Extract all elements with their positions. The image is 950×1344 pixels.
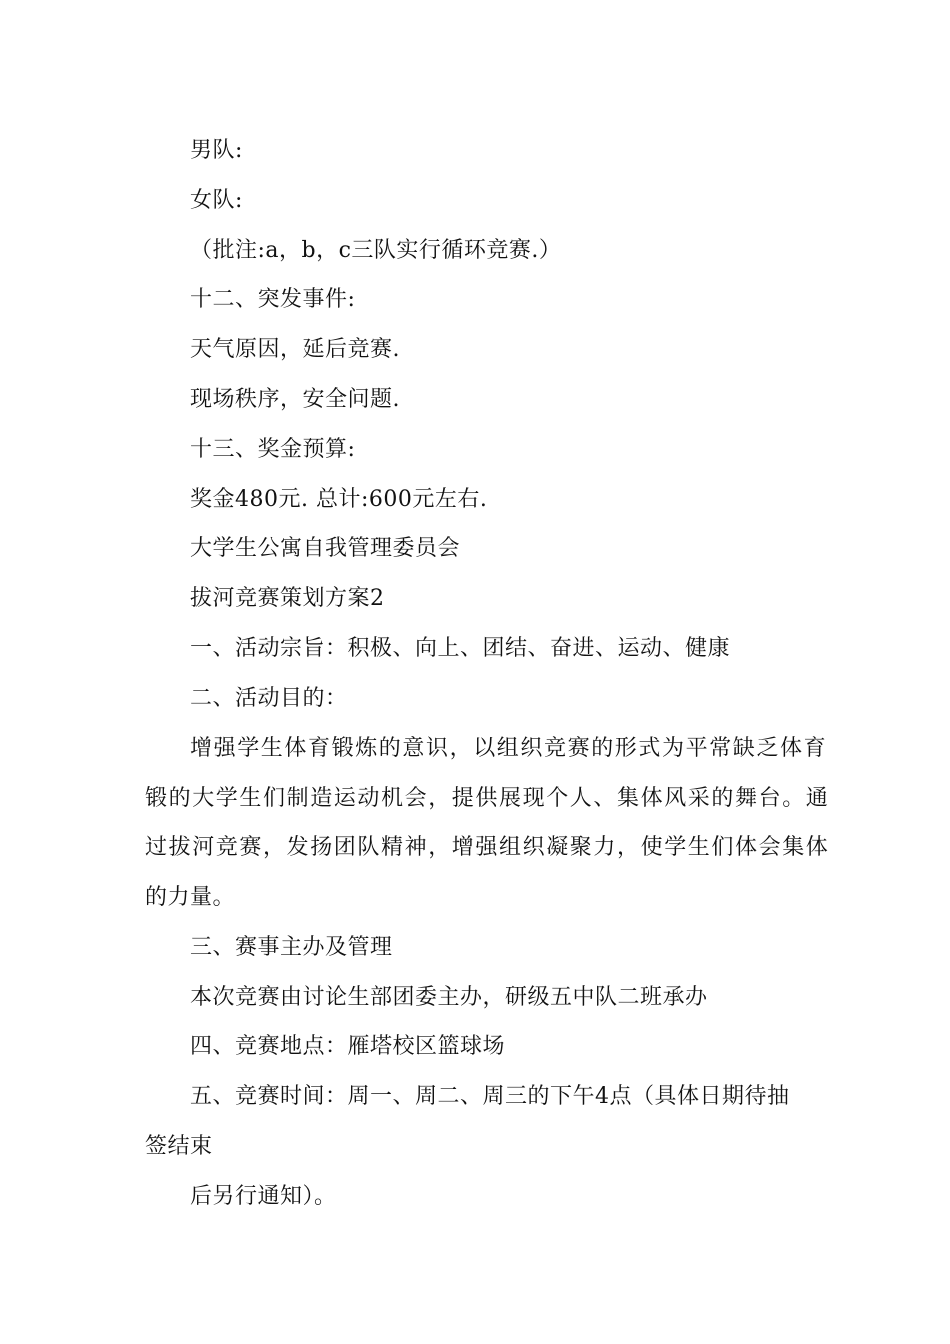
section-heading-venue: 四、竞赛地点：雁塔校区篮球场 [190, 1034, 506, 1059]
text-line: 现场秩序，安全问题. [190, 387, 400, 412]
section-heading-time: 五、竞赛时间：周一、周二、周三的下午4点（具体日期待抽 [190, 1084, 790, 1109]
organizer-line: 大学生公寓自我管理委员会 [190, 536, 461, 561]
time-continuation-line: 签结束 [145, 1134, 213, 1159]
paragraph-line: 锻的大学生们制造运动机会，提供展现个人、集体风采的舞台。通 [145, 786, 830, 811]
section-heading-purpose: 一、活动宗旨：积极、向上、团结、奋进、运动、健康 [190, 636, 731, 661]
men-team-line: 男队: [190, 138, 243, 163]
host-line: 本次竞赛由讨论生部团委主办，研级五中队二班承办 [190, 985, 708, 1010]
paragraph-line: 增强学生体育锻炼的意识，以组织竞赛的形式为平常缺乏体育 [190, 736, 828, 761]
plan-title: 拔河竞赛策划方案2 [190, 586, 385, 611]
section-heading-emergencies: 十二、突发事件: [190, 287, 356, 312]
time-notice-line: 后另行通知）。 [190, 1184, 337, 1209]
annotation-line: （批注:a，b，c三队实行循环竞赛.） [190, 238, 562, 263]
section-heading-budget: 十三、奖金预算: [190, 437, 356, 462]
section-heading-goal: 二、活动目的： [190, 686, 348, 711]
budget-line: 奖金480元. 总计:600元左右. [190, 487, 488, 512]
text-line: 天气原因，延后竞赛. [190, 337, 400, 362]
women-team-line: 女队: [190, 188, 243, 213]
paragraph-line: 过拔河竞赛，发扬团队精神，增强组织凝聚力，使学生们体会集体 [145, 835, 830, 860]
section-heading-host: 三、赛事主办及管理 [190, 935, 393, 960]
paragraph-line: 的力量。 [145, 885, 236, 910]
